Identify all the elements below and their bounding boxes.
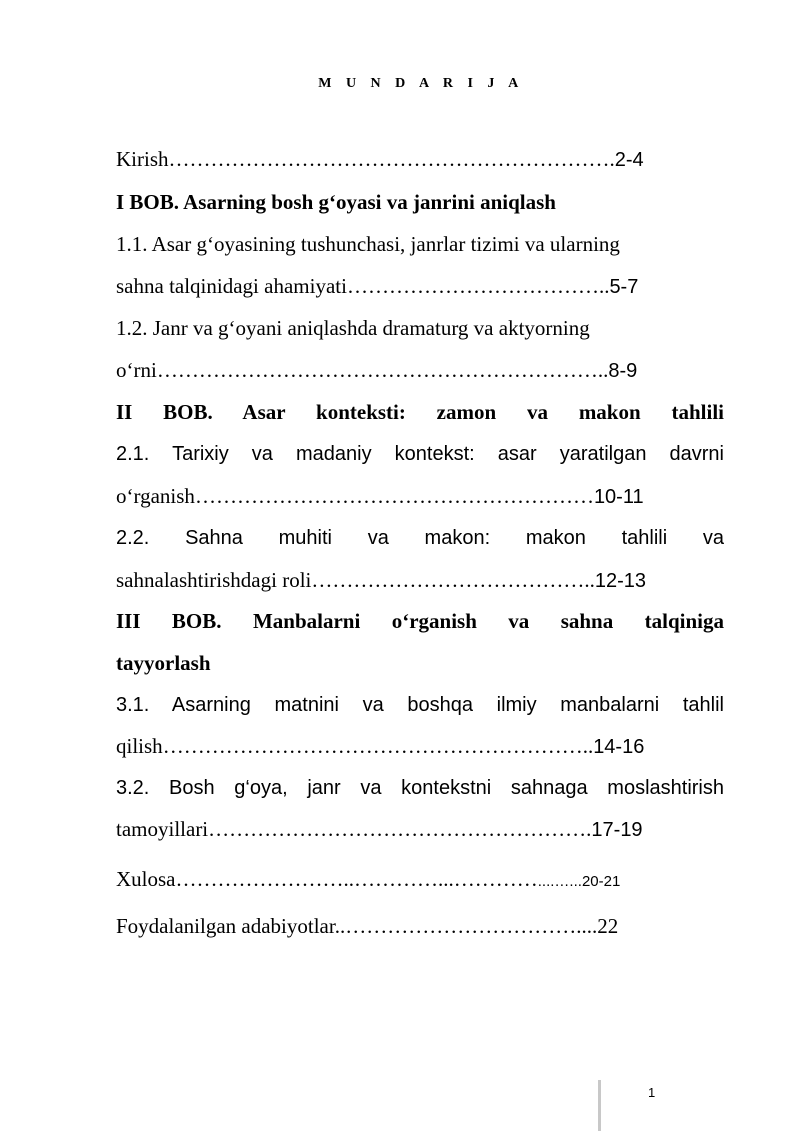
toc-section-3-1-line1: 3.1. Asarning matnini va boshqa ilmiy manbalarni tahlil	[116, 694, 724, 716]
toc-page-number: 14-16	[593, 736, 645, 758]
toc-chapter-3-line1: III BOB. Manbalarni o‘rganish va sahna talqiniga	[116, 609, 724, 633]
toc-page-number: 17-19	[591, 819, 643, 841]
toc-section-3-2-line2	[116, 816, 724, 843]
toc-section-3-1-line2	[116, 733, 724, 760]
toc-leader-dots: …………………………………………………	[194, 484, 594, 508]
toc-page-number: 5-7	[609, 276, 639, 298]
toc-entry-text: qilish	[116, 734, 163, 758]
toc-entry-text: Foydalanilgan adabiyotlar	[116, 914, 335, 938]
toc-entry-text: Xulosa	[116, 867, 176, 891]
toc-section-2-2-line2	[116, 567, 724, 594]
page-number: 1	[648, 1085, 656, 1100]
toc-section-3-2-line1: 3.2. Bosh g‘oya, janr va kontekstni sahnaga moslashtirish	[116, 777, 724, 799]
toc-leader-dots-end: .	[609, 147, 615, 171]
toc-leader-dots: ………………………………..	[346, 274, 610, 298]
toc-leader-dots: ……………………………………………….	[208, 817, 592, 841]
toc-page-number: 20-21	[581, 873, 621, 890]
toc-leader-dots: ………………………………………………………	[168, 147, 610, 171]
toc-leader-dots-small: ....…...	[537, 873, 582, 890]
toc-page-number: 22	[597, 914, 619, 938]
toc-chapter-3-line2: tayyorlash	[116, 651, 211, 675]
toc-leader-dots: …………………………………..	[311, 568, 595, 592]
toc-entry-text: o‘rni	[116, 358, 157, 382]
toc-entry-xulosa	[116, 866, 724, 895]
toc-entry-text: o‘rganish	[116, 484, 195, 508]
toc-page-number: 10-11	[593, 486, 644, 508]
toc-section-2-2-line1: 2.2. Sahna muhiti va makon: makon tahlili va	[116, 527, 724, 549]
toc-page-number: 2-4	[614, 149, 644, 171]
toc-section-1-2-line1: 1.2. Janr va g‘oyani aniqlashda dramaturg va aktyorning	[116, 316, 590, 340]
toc-chapter-2: II BOB. Asar konteksti: zamon va makon tahlili	[116, 400, 724, 424]
toc-leader-dots: ……………………..…………...…………	[175, 867, 538, 891]
toc-leader-dots: ………………………………………………………..	[156, 358, 609, 382]
toc-entry-text: sahna talqinidagi ahamiyati	[116, 274, 347, 298]
toc-section-1-1-line1: 1.1. Asar g‘oyasining tushunchasi, janrlar tizimi va ularning	[116, 232, 620, 256]
page-title: M U N D A R I J A	[318, 76, 524, 91]
toc-page-number: 8-9	[608, 360, 638, 382]
toc-page-number: 12-13	[594, 570, 647, 592]
toc-leader-dots: ..……………………………....	[334, 914, 598, 938]
toc-entry-kirish	[116, 146, 724, 173]
toc-entry-text: Kirish	[116, 147, 169, 171]
toc-entry-text: sahnalashtirishdagi roli	[116, 568, 312, 592]
toc-entry-adabiyotlar	[116, 913, 724, 939]
toc-section-1-2-line2	[116, 357, 724, 384]
toc-section-1-1-line2	[116, 273, 724, 300]
toc-chapter-1: I BOB. Asarning bosh g‘oyasi va janrini aniqlash	[116, 190, 556, 214]
toc-entry-text: tamoyillari	[116, 817, 209, 841]
toc-section-2-1-line1: 2.1. Tarixiy va madaniy kontekst: asar yaratilgan davrni	[116, 443, 724, 465]
toc-leader-dots: ……………………………………………………..	[162, 734, 594, 758]
toc-section-2-1-line2	[116, 483, 724, 510]
footer-divider	[598, 1080, 601, 1131]
